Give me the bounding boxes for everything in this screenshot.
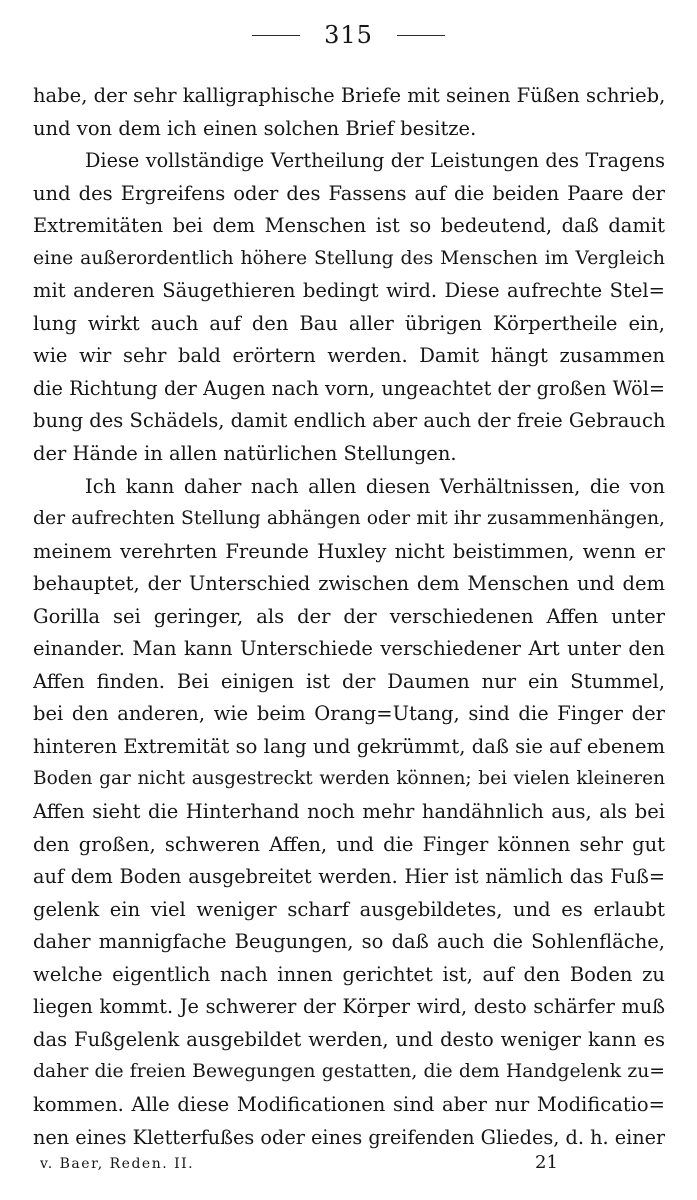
footer-signature: v. Baer, Reden. II. — [40, 1156, 195, 1172]
text-line: lung wirkt auch auf den Bau aller übrigen Körpertheile ein, — [33, 311, 665, 335]
header-rule-left — [252, 35, 300, 36]
text-line: einander. Man kann Unterschiede verschiedener Art unter den — [33, 637, 665, 661]
text-line: habe, der sehr kalligraphische Briefe mit seinen Füßen schrieb, — [33, 84, 665, 107]
text-line: eine außerordentlich höhere Stellung des Menschen im Vergleich — [33, 247, 665, 269]
text-line: liegen kommt. Je schwerer der Körper wird, desto schärfer muß — [33, 995, 665, 1019]
text-line: Gorilla sei geringer, als der der verschiedenen Affen unter — [33, 604, 665, 628]
page-footer — [40, 1152, 660, 1182]
text-line: und von dem ich einen solchen Brief besitze. — [33, 116, 477, 140]
text-line: welche eigentlich nach innen gerichtet ist, auf den Boden zu — [33, 962, 665, 986]
text-line: kommen. Alle diese Modificationen sind aber nur Modificatio= — [33, 1092, 665, 1116]
text-line: behauptet, der Unterschied zwischen dem Menschen und dem — [33, 572, 665, 596]
text-line: Extremitäten bei dem Menschen ist so bedeutend, daß damit — [33, 214, 665, 238]
text-line: und des Ergreifens oder des Fassens auf die beiden Paare der — [33, 181, 665, 205]
text-line: daher mannigfache Beugungen, so daß auch die Sohlenfläche, — [33, 930, 665, 954]
text-line: die Richtung der Augen nach vorn, ungeachtet der großen Wöl= — [33, 376, 665, 400]
sheet-number: 21 — [535, 1152, 558, 1173]
text-line: auf dem Boden ausgebreitet werden. Hier ist nämlich das Fuß= — [33, 865, 665, 889]
text-line: Boden gar nicht ausgestreckt werden können; bei vielen kleineren — [33, 768, 665, 790]
text-line: nen eines Kletterfußes oder eines greifenden Gliedes, d. h. einer — [33, 1125, 665, 1149]
text-line: hinteren Extremität so lang und gekrümmt, daß sie auf ebenem — [33, 734, 665, 758]
text-line: das Fußgelenk ausgebildet werden, und desto weniger kann es — [33, 1027, 665, 1051]
body-text — [33, 80, 665, 1154]
text-line: gelenk ein viel weniger scharf ausgebildetes, und es erlaubt — [33, 897, 665, 921]
text-line: meinem verehrten Freunde Huxley nicht beistimmen, wenn er — [33, 539, 665, 563]
text-line: Affen sieht die Hinterhand noch mehr handähnlich aus, als bei — [33, 800, 665, 824]
text-line: daher die freien Bewegungen gestatten, die dem Handgelenk zu= — [33, 1061, 665, 1083]
text-line: mit anderen Säugethieren bedingt wird. Diese aufrechte Stel= — [33, 279, 665, 303]
text-line: der aufrechten Stellung abhängen oder mit ihr zusammenhängen, — [33, 508, 665, 530]
header-rule-right — [397, 35, 445, 36]
text-line: den großen, schweren Affen, und die Finger können sehr gut — [33, 832, 665, 856]
page-header — [0, 18, 697, 52]
text-line: Ich kann daher nach allen diesen Verhältnissen, die von — [85, 474, 665, 498]
text-line: bei den anderen, wie beim Orang=Utang, sind die Finger der — [33, 702, 665, 726]
text-line: wie wir sehr bald erörtern werden. Damit hängt zusammen — [33, 344, 665, 368]
text-line: bung des Schädels, damit endlich aber auch der freie Gebrauch — [33, 409, 665, 433]
text-line: Diese vollständige Vertheilung der Leistungen des Tragens — [85, 149, 665, 173]
text-line: Affen finden. Bei einigen ist der Daumen nur ein Stummel, — [33, 669, 665, 693]
page-number: 315 — [324, 21, 373, 49]
text-line: der Hände in allen natürlichen Stellungen. — [33, 442, 457, 466]
